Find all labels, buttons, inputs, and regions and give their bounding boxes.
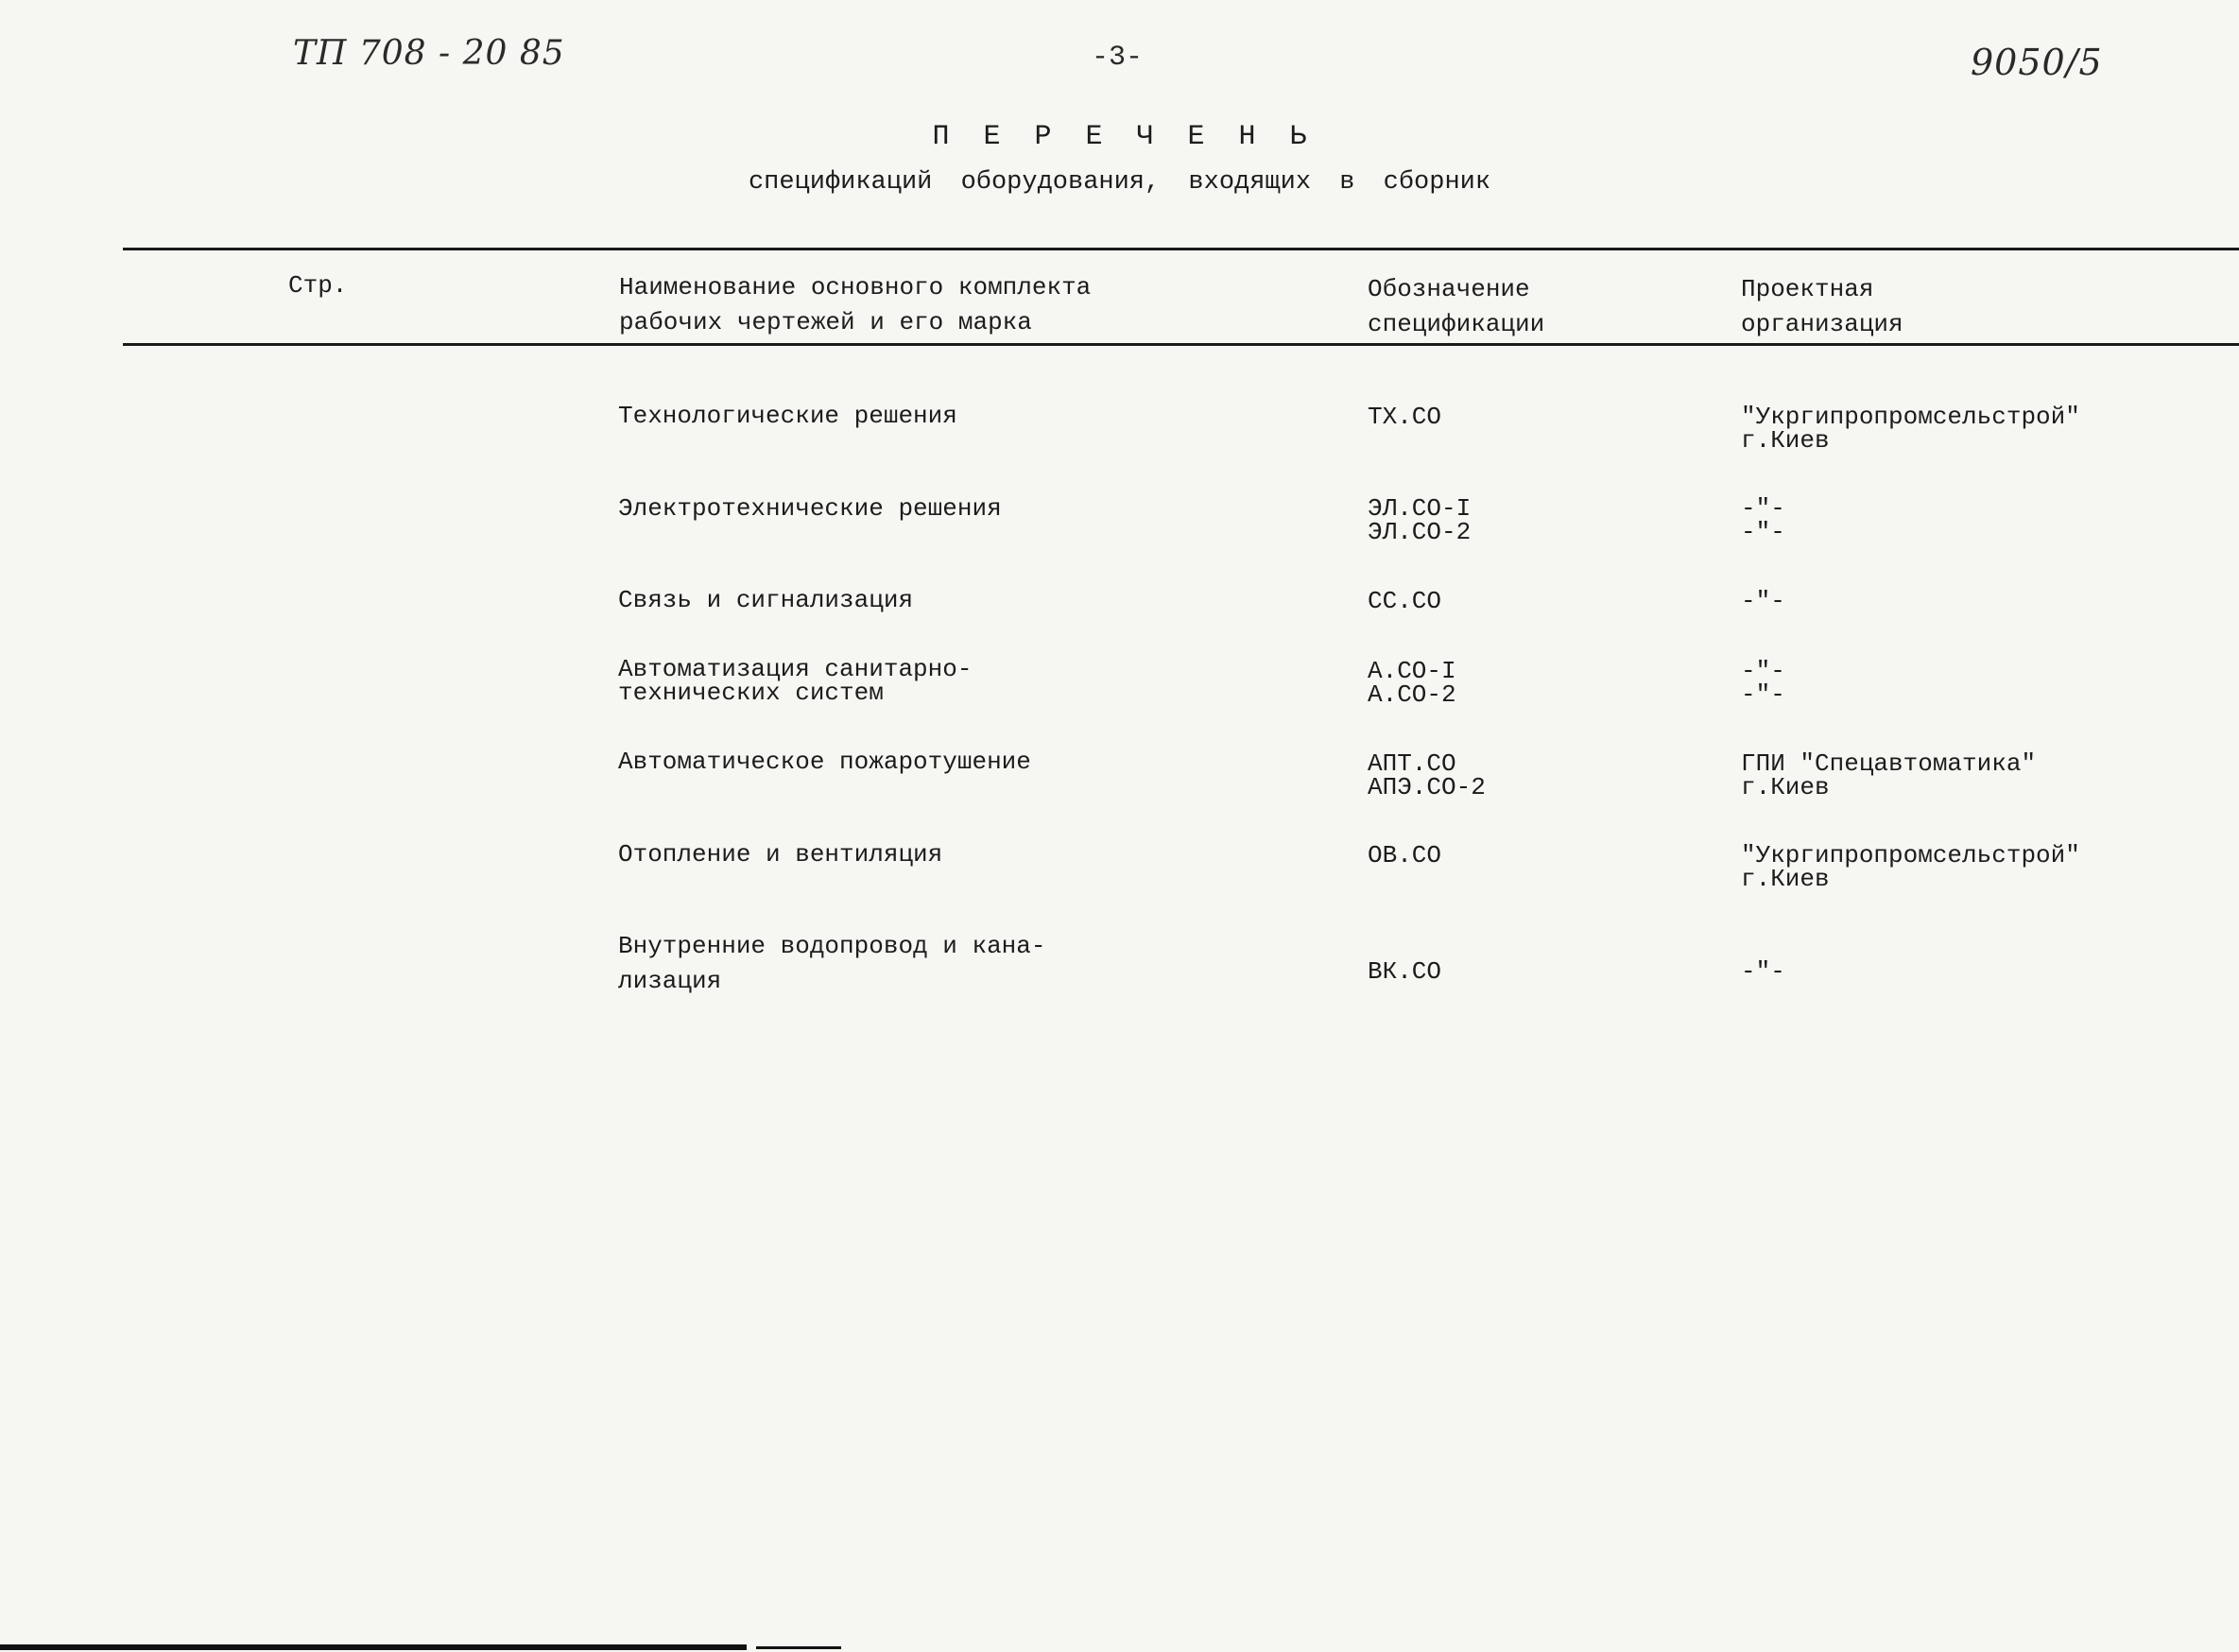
row-org: -"- bbox=[1741, 957, 1785, 986]
row-name: Автоматизация санитарно- технических систем bbox=[618, 655, 973, 707]
row-code: ВК.СО bbox=[1368, 957, 1442, 986]
row-name: Связь и сигнализация bbox=[618, 586, 914, 614]
bottom-edge-rule-short bbox=[756, 1646, 841, 1649]
page-title: П Е Р Е Ч Е Н Ь bbox=[932, 121, 1307, 153]
row-org: -"- -"- bbox=[1741, 494, 1785, 546]
row-org: -"- -"- bbox=[1741, 657, 1785, 709]
handwritten-document-code: ТП 708 - 20 85 bbox=[293, 34, 565, 73]
column-header-page: Стр. bbox=[288, 271, 348, 300]
row-name: Технологические решения bbox=[618, 402, 957, 430]
table-top-rule bbox=[123, 248, 2239, 250]
row-code: ЭЛ.СО-I ЭЛ.СО-2 bbox=[1368, 494, 1472, 546]
row-code: ТХ.СО bbox=[1368, 403, 1442, 431]
page-number: -3- bbox=[1092, 42, 1144, 74]
row-code: СС.СО bbox=[1368, 587, 1442, 615]
row-org: -"- bbox=[1741, 587, 1785, 615]
table-header-rule bbox=[123, 343, 2239, 346]
row-name: Отопление и вентиляция bbox=[618, 840, 943, 869]
row-name: Электротехнические решения bbox=[618, 494, 1002, 523]
row-code: ОВ.СО bbox=[1368, 841, 1442, 869]
column-header-org: Проектная организация bbox=[1741, 275, 1903, 338]
bottom-edge-rule bbox=[0, 1644, 747, 1650]
column-header-code: Обозначение спецификации bbox=[1368, 275, 1545, 338]
handwritten-sheet-number: 9050/5 bbox=[1971, 42, 2103, 83]
row-code: АПТ.СО АПЭ.СО-2 bbox=[1368, 749, 1486, 801]
row-org: ГПИ "Спецавтоматика" г.Киев bbox=[1741, 749, 2037, 801]
page-subtitle: спецификаций оборудования, входящих в сборник bbox=[748, 168, 1491, 197]
row-code: А.СО-I А.СО-2 bbox=[1368, 657, 1456, 709]
column-header-name: Наименование основного комплекта рабочих чертежей и его марка bbox=[619, 273, 1092, 336]
row-name: Автоматическое пожаротушение bbox=[618, 748, 1031, 776]
row-org: "Укргипропромсельстрой" г.Киев bbox=[1741, 403, 2080, 455]
row-name: Внутренние водопровод и кана- лизация bbox=[618, 932, 1046, 995]
row-org: "Укргипропромсельстрой" г.Киев bbox=[1741, 841, 2080, 893]
